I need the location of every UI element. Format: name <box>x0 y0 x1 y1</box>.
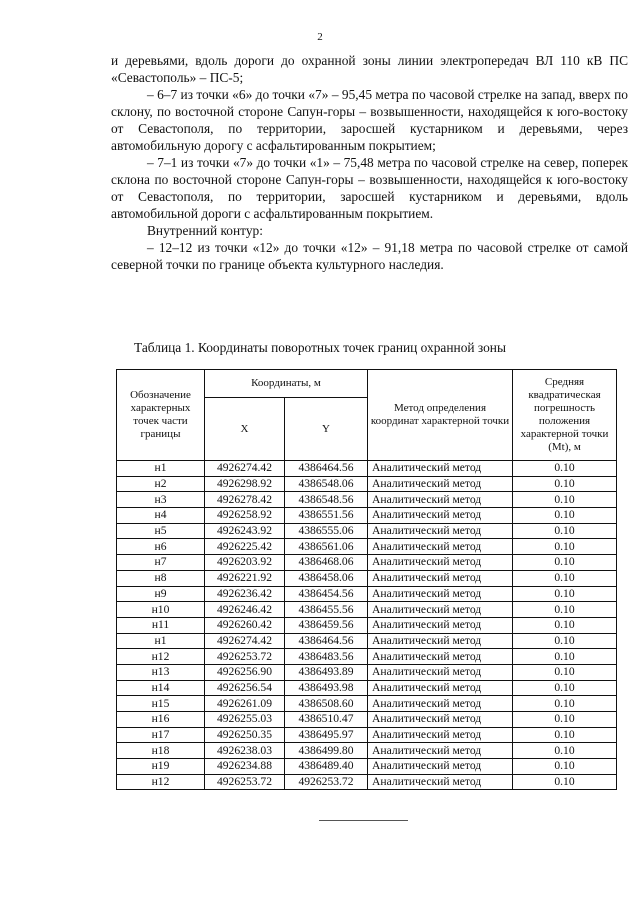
cell-y: 4386548.06 <box>285 476 368 492</box>
body-text <box>111 52 628 273</box>
cell-error: 0.10 <box>513 649 617 665</box>
cell-method: Аналитический метод <box>368 555 513 571</box>
cell-error: 0.10 <box>513 461 617 477</box>
cell-error: 0.10 <box>513 633 617 649</box>
table-caption: Таблица 1. Координаты поворотных точек границ охранной зоны <box>134 340 506 355</box>
footer-divider <box>319 820 408 821</box>
paragraph-inner-contour-heading: Внутренний контур: <box>147 223 263 238</box>
cell-error: 0.10 <box>513 696 617 712</box>
cell-error: 0.10 <box>513 602 617 618</box>
cell-error: 0.10 <box>513 523 617 539</box>
header-x: X <box>205 398 285 461</box>
cell-method: Аналитический метод <box>368 523 513 539</box>
page-number: 2 <box>317 31 323 43</box>
cell-method: Аналитический метод <box>368 664 513 680</box>
cell-error: 0.10 <box>513 759 617 775</box>
cell-x: 4926255.03 <box>205 712 285 728</box>
cell-point: н10 <box>117 602 205 618</box>
coordinates-table <box>116 369 617 790</box>
table-row <box>117 570 617 586</box>
cell-method: Аналитический метод <box>368 696 513 712</box>
cell-error: 0.10 <box>513 727 617 743</box>
cell-error: 0.10 <box>513 492 617 508</box>
cell-error: 0.10 <box>513 555 617 571</box>
header-designation: Обозначение характерных точек части границы <box>117 370 205 461</box>
cell-method: Аналитический метод <box>368 649 513 665</box>
cell-y: 4386455.56 <box>285 602 368 618</box>
paragraph-segment-6-7: – 6–7 из точки «6» до точки «7» – 95,45 метра по часовой стрелке на запад, вверх по склону, по восточной стороне Сапун-горы – возвышенности, находящейся к юго-востоку от Севастополя, по территории, заросшей кустарником и деревьями, через автомобильную дорогу с асфальтированным покрытием; <box>111 87 628 153</box>
cell-y: 4386548.56 <box>285 492 368 508</box>
cell-method: Аналитический метод <box>368 539 513 555</box>
cell-point: н19 <box>117 759 205 775</box>
cell-y: 4386464.56 <box>285 633 368 649</box>
table-row <box>117 602 617 618</box>
cell-y: 4386468.06 <box>285 555 368 571</box>
cell-x: 4926298.92 <box>205 476 285 492</box>
table-row <box>117 774 617 790</box>
cell-x: 4926278.42 <box>205 492 285 508</box>
table-row <box>117 461 617 477</box>
cell-method: Аналитический метод <box>368 712 513 728</box>
cell-point: н12 <box>117 649 205 665</box>
cell-x: 4926238.03 <box>205 743 285 759</box>
header-method: Метод определения координат характерной точки <box>368 370 513 461</box>
table-row <box>117 743 617 759</box>
cell-method: Аналитический метод <box>368 727 513 743</box>
table-row <box>117 617 617 633</box>
cell-error: 0.10 <box>513 617 617 633</box>
cell-point: н3 <box>117 492 205 508</box>
cell-method: Аналитический метод <box>368 461 513 477</box>
cell-y: 4926253.72 <box>285 774 368 790</box>
cell-method: Аналитический метод <box>368 508 513 524</box>
cell-y: 4386493.98 <box>285 680 368 696</box>
cell-point: н16 <box>117 712 205 728</box>
cell-point: н6 <box>117 539 205 555</box>
cell-point: н1 <box>117 461 205 477</box>
cell-method: Аналитический метод <box>368 743 513 759</box>
cell-error: 0.10 <box>513 664 617 680</box>
cell-method: Аналитический метод <box>368 586 513 602</box>
cell-point: н5 <box>117 523 205 539</box>
cell-method: Аналитический метод <box>368 476 513 492</box>
cell-x: 4926236.42 <box>205 586 285 602</box>
cell-point: н8 <box>117 570 205 586</box>
header-error: Средняя квадратическая погрешность положения характерной точки (Mt), м <box>513 370 617 461</box>
cell-error: 0.10 <box>513 743 617 759</box>
table-row <box>117 649 617 665</box>
header-coordinates: Координаты, м <box>205 370 368 398</box>
cell-method: Аналитический метод <box>368 759 513 775</box>
paragraph-segment-7-1: – 7–1 из точки «7» до точки «1» – 75,48 метра по часовой стрелке на север, поперек склона по восточной стороне Сапун-горы – возвышенности, находящейся к юго-востоку от Севастополя, по территории, заросшей кустарником и деревьями, вдоль автомобильной дороги с асфальтированным покрытием. <box>111 155 628 221</box>
header-y: Y <box>285 398 368 461</box>
paragraph-segment-12-12: – 12–12 из точки «12» до точки «12» – 91,18 метра по часовой стрелке от самой северной точки по границе объекта культурного наследия. <box>111 240 628 272</box>
cell-y: 4386454.56 <box>285 586 368 602</box>
cell-y: 4386493.89 <box>285 664 368 680</box>
cell-error: 0.10 <box>513 476 617 492</box>
table-row <box>117 476 617 492</box>
table-row <box>117 712 617 728</box>
cell-point: н1 <box>117 633 205 649</box>
cell-method: Аналитический метод <box>368 570 513 586</box>
cell-x: 4926253.72 <box>205 649 285 665</box>
table-row <box>117 508 617 524</box>
cell-y: 4386508.60 <box>285 696 368 712</box>
cell-x: 4926256.54 <box>205 680 285 696</box>
cell-x: 4926274.42 <box>205 461 285 477</box>
cell-y: 4386555.06 <box>285 523 368 539</box>
cell-x: 4926234.88 <box>205 759 285 775</box>
cell-method: Аналитический метод <box>368 617 513 633</box>
cell-error: 0.10 <box>513 508 617 524</box>
cell-x: 4926225.42 <box>205 539 285 555</box>
cell-point: н12 <box>117 774 205 790</box>
cell-x: 4926253.72 <box>205 774 285 790</box>
cell-point: н15 <box>117 696 205 712</box>
cell-x: 4926250.35 <box>205 727 285 743</box>
cell-method: Аналитический метод <box>368 602 513 618</box>
cell-y: 4386459.56 <box>285 617 368 633</box>
cell-x: 4926260.42 <box>205 617 285 633</box>
table-row <box>117 586 617 602</box>
cell-y: 4386551.56 <box>285 508 368 524</box>
cell-method: Аналитический метод <box>368 680 513 696</box>
cell-y: 4386510.47 <box>285 712 368 728</box>
table-row <box>117 555 617 571</box>
cell-method: Аналитический метод <box>368 774 513 790</box>
cell-y: 4386561.06 <box>285 539 368 555</box>
cell-point: н17 <box>117 727 205 743</box>
cell-x: 4926258.92 <box>205 508 285 524</box>
table-row <box>117 539 617 555</box>
table-row <box>117 633 617 649</box>
cell-error: 0.10 <box>513 774 617 790</box>
cell-point: н18 <box>117 743 205 759</box>
cell-error: 0.10 <box>513 712 617 728</box>
paragraph-continuation: и деревьями, вдоль дороги до охранной зоны линии электропередач ВЛ 110 кВ ПС «Севастополь» – ПС-5; <box>111 53 628 85</box>
cell-method: Аналитический метод <box>368 633 513 649</box>
cell-x: 4926256.90 <box>205 664 285 680</box>
cell-error: 0.10 <box>513 586 617 602</box>
cell-x: 4926246.42 <box>205 602 285 618</box>
cell-x: 4926274.42 <box>205 633 285 649</box>
cell-y: 4386464.56 <box>285 461 368 477</box>
cell-point: н7 <box>117 555 205 571</box>
cell-error: 0.10 <box>513 570 617 586</box>
cell-y: 4386489.40 <box>285 759 368 775</box>
table-row <box>117 759 617 775</box>
table-row <box>117 523 617 539</box>
cell-y: 4386495.97 <box>285 727 368 743</box>
cell-x: 4926221.92 <box>205 570 285 586</box>
cell-y: 4386499.80 <box>285 743 368 759</box>
table-row <box>117 727 617 743</box>
cell-point: н9 <box>117 586 205 602</box>
cell-x: 4926203.92 <box>205 555 285 571</box>
cell-x: 4926261.09 <box>205 696 285 712</box>
table-row <box>117 696 617 712</box>
cell-y: 4386458.06 <box>285 570 368 586</box>
table-row <box>117 680 617 696</box>
cell-point: н2 <box>117 476 205 492</box>
cell-y: 4386483.56 <box>285 649 368 665</box>
cell-error: 0.10 <box>513 680 617 696</box>
cell-x: 4926243.92 <box>205 523 285 539</box>
cell-point: н4 <box>117 508 205 524</box>
cell-error: 0.10 <box>513 539 617 555</box>
table-row <box>117 664 617 680</box>
cell-point: н14 <box>117 680 205 696</box>
cell-method: Аналитический метод <box>368 492 513 508</box>
table-row <box>117 492 617 508</box>
cell-point: н11 <box>117 617 205 633</box>
cell-point: н13 <box>117 664 205 680</box>
